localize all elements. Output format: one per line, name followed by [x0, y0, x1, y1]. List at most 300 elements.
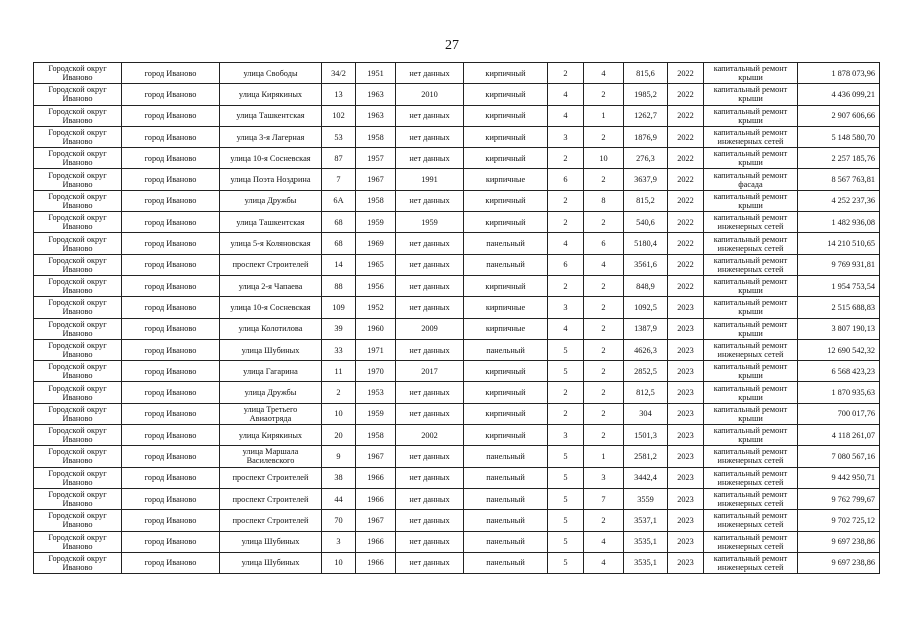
cell-work-type: капитальный ремонт инженерных сетей	[704, 488, 798, 509]
cell-wall-material: панельный	[464, 510, 548, 531]
cell-house-number: 6А	[322, 190, 356, 211]
cell-municipality: Городской округ Иваново	[34, 488, 122, 509]
cell-entrances: 4	[584, 254, 624, 275]
cell-entrances: 2	[584, 425, 624, 446]
cell-cost: 4 118 261,07	[798, 425, 880, 446]
cell-build-year: 1965	[356, 254, 396, 275]
cell-work-type: капитальный ремонт крыши	[704, 275, 798, 296]
cell-cost: 9 762 799,67	[798, 488, 880, 509]
cell-work-type: капитальный ремонт инженерных сетей	[704, 126, 798, 147]
cell-street: улица Маршала Василевского	[220, 446, 322, 467]
cell-street: улица 2-я Чапаева	[220, 275, 322, 296]
cell-house-number: 10	[322, 552, 356, 573]
cell-build-year: 1963	[356, 105, 396, 126]
cell-entrances: 4	[584, 552, 624, 573]
table-body	[34, 63, 880, 574]
cell-area: 1985,2	[624, 84, 668, 105]
table-row	[34, 403, 880, 424]
cell-entrances: 8	[584, 190, 624, 211]
cell-floors: 2	[548, 63, 584, 84]
table-row	[34, 84, 880, 105]
cell-settlement: город Иваново	[122, 169, 220, 190]
cell-floors: 4	[548, 105, 584, 126]
cell-cost: 1 870 935,63	[798, 382, 880, 403]
cell-plan-year: 2022	[668, 84, 704, 105]
cell-wall-material: кирпичные	[464, 318, 548, 339]
cell-entrances: 10	[584, 148, 624, 169]
cell-work-type: капитальный ремонт крыши	[704, 84, 798, 105]
cell-settlement: город Иваново	[122, 148, 220, 169]
cell-plan-year: 2023	[668, 510, 704, 531]
cell-work-type: капитальный ремонт крыши	[704, 190, 798, 211]
cell-cost: 9 769 931,81	[798, 254, 880, 275]
cell-plan-year: 2023	[668, 425, 704, 446]
cell-area: 2852,5	[624, 361, 668, 382]
cell-house-number: 34/2	[322, 63, 356, 84]
cell-house-number: 70	[322, 510, 356, 531]
cell-floors: 2	[548, 275, 584, 296]
cell-cost: 2 257 185,76	[798, 148, 880, 169]
cell-street: проспект Строителей	[220, 488, 322, 509]
cell-floors: 5	[548, 361, 584, 382]
cell-build-year: 1971	[356, 339, 396, 360]
cell-settlement: город Иваново	[122, 510, 220, 531]
cell-area: 1262,7	[624, 105, 668, 126]
cell-street: улица Шубиных	[220, 552, 322, 573]
cell-plan-year: 2023	[668, 339, 704, 360]
cell-floors: 3	[548, 126, 584, 147]
table-row	[34, 361, 880, 382]
cell-last-repair-year: нет данных	[396, 254, 464, 275]
cell-entrances: 2	[584, 126, 624, 147]
table-row	[34, 254, 880, 275]
cell-work-type: капитальный ремонт инженерных сетей	[704, 254, 798, 275]
cell-house-number: 38	[322, 467, 356, 488]
cell-house-number: 2	[322, 382, 356, 403]
page-number: 27	[445, 38, 459, 53]
cell-wall-material: кирпичный	[464, 84, 548, 105]
cell-floors: 4	[548, 318, 584, 339]
cell-house-number: 68	[322, 212, 356, 233]
cell-work-type: капитальный ремонт инженерных сетей	[704, 510, 798, 531]
cell-last-repair-year: нет данных	[396, 382, 464, 403]
cell-build-year: 1958	[356, 425, 396, 446]
cell-entrances: 2	[584, 212, 624, 233]
cell-municipality: Городской округ Иваново	[34, 382, 122, 403]
cell-street: улица Шубиных	[220, 531, 322, 552]
cell-house-number: 14	[322, 254, 356, 275]
cell-area: 3535,1	[624, 531, 668, 552]
cell-municipality: Городской округ Иваново	[34, 361, 122, 382]
cell-floors: 5	[548, 531, 584, 552]
cell-street: улица Ташкентская	[220, 105, 322, 126]
cell-street: улица Кирякиных	[220, 84, 322, 105]
cell-cost: 4 436 099,21	[798, 84, 880, 105]
cell-house-number: 9	[322, 446, 356, 467]
cell-last-repair-year: 2002	[396, 425, 464, 446]
cell-work-type: капитальный ремонт крыши	[704, 361, 798, 382]
cell-cost: 4 252 237,36	[798, 190, 880, 211]
cell-cost: 12 690 542,32	[798, 339, 880, 360]
cell-last-repair-year: нет данных	[396, 531, 464, 552]
cell-area: 5180,4	[624, 233, 668, 254]
cell-area: 3535,1	[624, 552, 668, 573]
cell-build-year: 1966	[356, 488, 396, 509]
cell-municipality: Городской округ Иваново	[34, 148, 122, 169]
cell-last-repair-year: 1991	[396, 169, 464, 190]
cell-floors: 5	[548, 339, 584, 360]
table-row	[34, 488, 880, 509]
cell-area: 304	[624, 403, 668, 424]
cell-cost: 2 515 688,83	[798, 297, 880, 318]
cell-last-repair-year: нет данных	[396, 148, 464, 169]
cell-last-repair-year: нет данных	[396, 467, 464, 488]
cell-street: улица Свободы	[220, 63, 322, 84]
cell-build-year: 1967	[356, 446, 396, 467]
cell-municipality: Городской округ Иваново	[34, 126, 122, 147]
cell-cost: 6 568 423,23	[798, 361, 880, 382]
cell-work-type: капитальный ремонт инженерных сетей	[704, 446, 798, 467]
cell-street: улица Третьего Авиаотряда	[220, 403, 322, 424]
cell-entrances: 7	[584, 488, 624, 509]
cell-wall-material: кирпичный	[464, 148, 548, 169]
cell-plan-year: 2022	[668, 212, 704, 233]
cell-street: улица 10-я Сосневская	[220, 297, 322, 318]
cell-plan-year: 2023	[668, 488, 704, 509]
table-row	[34, 531, 880, 552]
cell-floors: 5	[548, 552, 584, 573]
cell-floors: 4	[548, 233, 584, 254]
cell-work-type: капитальный ремонт инженерных сетей	[704, 339, 798, 360]
cell-settlement: город Иваново	[122, 361, 220, 382]
cell-work-type: капитальный ремонт фасада	[704, 169, 798, 190]
table-row	[34, 275, 880, 296]
cell-house-number: 20	[322, 425, 356, 446]
cell-last-repair-year: нет данных	[396, 275, 464, 296]
cell-settlement: город Иваново	[122, 190, 220, 211]
cell-settlement: город Иваново	[122, 233, 220, 254]
cell-area: 3637,9	[624, 169, 668, 190]
cell-area: 1876,9	[624, 126, 668, 147]
cell-wall-material: кирпичный	[464, 63, 548, 84]
cell-last-repair-year: нет данных	[396, 105, 464, 126]
cell-last-repair-year: нет данных	[396, 233, 464, 254]
cell-work-type: капитальный ремонт крыши	[704, 425, 798, 446]
cell-floors: 6	[548, 169, 584, 190]
cell-plan-year: 2022	[668, 126, 704, 147]
cell-plan-year: 2022	[668, 63, 704, 84]
table-row	[34, 552, 880, 573]
cell-house-number: 87	[322, 148, 356, 169]
cell-floors: 2	[548, 382, 584, 403]
cell-house-number: 11	[322, 361, 356, 382]
cell-floors: 2	[548, 148, 584, 169]
cell-settlement: город Иваново	[122, 382, 220, 403]
cell-floors: 5	[548, 488, 584, 509]
table-row	[34, 318, 880, 339]
cell-street: улица Кирякиных	[220, 425, 322, 446]
cell-settlement: город Иваново	[122, 403, 220, 424]
cell-wall-material: панельный	[464, 233, 548, 254]
cell-build-year: 1970	[356, 361, 396, 382]
cell-entrances: 4	[584, 63, 624, 84]
cell-street: улица Шубиных	[220, 339, 322, 360]
cell-area: 276,3	[624, 148, 668, 169]
cell-area: 815,6	[624, 63, 668, 84]
cell-plan-year: 2023	[668, 403, 704, 424]
cell-last-repair-year: 1959	[396, 212, 464, 233]
cell-entrances: 1	[584, 105, 624, 126]
cell-floors: 3	[548, 297, 584, 318]
cell-area: 812,5	[624, 382, 668, 403]
cell-plan-year: 2023	[668, 552, 704, 573]
cell-work-type: капитальный ремонт инженерных сетей	[704, 467, 798, 488]
cell-wall-material: панельный	[464, 254, 548, 275]
cell-cost: 1 482 936,08	[798, 212, 880, 233]
cell-settlement: город Иваново	[122, 318, 220, 339]
cell-municipality: Городской округ Иваново	[34, 233, 122, 254]
table-row	[34, 212, 880, 233]
cell-plan-year: 2022	[668, 233, 704, 254]
cell-entrances: 6	[584, 233, 624, 254]
cell-build-year: 1967	[356, 510, 396, 531]
cell-plan-year: 2022	[668, 148, 704, 169]
cell-work-type: капитальный ремонт крыши	[704, 403, 798, 424]
cell-wall-material: кирпичный	[464, 382, 548, 403]
cell-settlement: город Иваново	[122, 254, 220, 275]
cell-last-repair-year: нет данных	[396, 63, 464, 84]
cell-build-year: 1969	[356, 233, 396, 254]
cell-street: проспект Строителей	[220, 254, 322, 275]
cell-floors: 4	[548, 84, 584, 105]
cell-municipality: Городской округ Иваново	[34, 467, 122, 488]
cell-entrances: 4	[584, 531, 624, 552]
cell-wall-material: кирпичные	[464, 297, 548, 318]
cell-entrances: 2	[584, 318, 624, 339]
cell-build-year: 1958	[356, 190, 396, 211]
cell-entrances: 2	[584, 510, 624, 531]
cell-last-repair-year: нет данных	[396, 126, 464, 147]
cell-area: 540,6	[624, 212, 668, 233]
cell-municipality: Городской округ Иваново	[34, 403, 122, 424]
table-row	[34, 126, 880, 147]
cell-entrances: 2	[584, 361, 624, 382]
cell-build-year: 1959	[356, 212, 396, 233]
cell-settlement: город Иваново	[122, 339, 220, 360]
cell-work-type: капитальный ремонт крыши	[704, 148, 798, 169]
cell-wall-material: кирпичный	[464, 212, 548, 233]
cell-municipality: Городской округ Иваново	[34, 63, 122, 84]
cell-build-year: 1956	[356, 275, 396, 296]
cell-cost: 9 702 725,12	[798, 510, 880, 531]
cell-settlement: город Иваново	[122, 126, 220, 147]
cell-area: 815,2	[624, 190, 668, 211]
cell-cost: 3 807 190,13	[798, 318, 880, 339]
cell-cost: 700 017,76	[798, 403, 880, 424]
cell-area: 2581,2	[624, 446, 668, 467]
cell-street: проспект Строителей	[220, 467, 322, 488]
table-row	[34, 425, 880, 446]
cell-street: проспект Строителей	[220, 510, 322, 531]
cell-floors: 5	[548, 467, 584, 488]
cell-settlement: город Иваново	[122, 63, 220, 84]
cell-build-year: 1967	[356, 169, 396, 190]
cell-area: 1387,9	[624, 318, 668, 339]
cell-area: 3537,1	[624, 510, 668, 531]
cell-house-number: 10	[322, 403, 356, 424]
table-row	[34, 169, 880, 190]
cell-wall-material: панельный	[464, 531, 548, 552]
cell-municipality: Городской округ Иваново	[34, 297, 122, 318]
cell-settlement: город Иваново	[122, 446, 220, 467]
cell-plan-year: 2022	[668, 169, 704, 190]
cell-wall-material: кирпичный	[464, 105, 548, 126]
cell-area: 1092,5	[624, 297, 668, 318]
table-row	[34, 339, 880, 360]
cell-municipality: Городской округ Иваново	[34, 105, 122, 126]
cell-last-repair-year: нет данных	[396, 488, 464, 509]
cell-plan-year: 2022	[668, 254, 704, 275]
cell-plan-year: 2022	[668, 275, 704, 296]
cell-wall-material: панельный	[464, 446, 548, 467]
cell-area: 848,9	[624, 275, 668, 296]
cell-wall-material: кирпичный	[464, 403, 548, 424]
cell-last-repair-year: 2009	[396, 318, 464, 339]
cell-street: улица Дружбы	[220, 190, 322, 211]
cell-plan-year: 2023	[668, 467, 704, 488]
table-row	[34, 148, 880, 169]
cell-municipality: Городской округ Иваново	[34, 531, 122, 552]
cell-work-type: капитальный ремонт инженерных сетей	[704, 233, 798, 254]
cell-house-number: 7	[322, 169, 356, 190]
cell-entrances: 2	[584, 169, 624, 190]
cell-settlement: город Иваново	[122, 297, 220, 318]
table-row	[34, 446, 880, 467]
cell-cost: 9 442 950,71	[798, 467, 880, 488]
cell-municipality: Городской округ Иваново	[34, 190, 122, 211]
cell-municipality: Городской округ Иваново	[34, 84, 122, 105]
cell-entrances: 2	[584, 84, 624, 105]
cell-last-repair-year: нет данных	[396, 190, 464, 211]
cell-wall-material: панельный	[464, 552, 548, 573]
cell-wall-material: кирпичный	[464, 425, 548, 446]
cell-last-repair-year: нет данных	[396, 339, 464, 360]
cell-wall-material: кирпичные	[464, 169, 548, 190]
cell-floors: 2	[548, 212, 584, 233]
cell-house-number: 13	[322, 84, 356, 105]
cell-last-repair-year: нет данных	[396, 510, 464, 531]
cell-settlement: город Иваново	[122, 105, 220, 126]
cell-entrances: 1	[584, 446, 624, 467]
cell-municipality: Городской округ Иваново	[34, 318, 122, 339]
cell-work-type: капитальный ремонт крыши	[704, 382, 798, 403]
cell-work-type: капитальный ремонт крыши	[704, 63, 798, 84]
cell-municipality: Городской округ Иваново	[34, 275, 122, 296]
table-row	[34, 297, 880, 318]
cell-municipality: Городской округ Иваново	[34, 339, 122, 360]
cell-last-repair-year: нет данных	[396, 552, 464, 573]
cell-last-repair-year: нет данных	[396, 297, 464, 318]
cell-municipality: Городской округ Иваново	[34, 169, 122, 190]
table-row	[34, 190, 880, 211]
cell-build-year: 1960	[356, 318, 396, 339]
cell-house-number: 44	[322, 488, 356, 509]
cell-entrances: 2	[584, 297, 624, 318]
cell-house-number: 53	[322, 126, 356, 147]
cell-house-number: 109	[322, 297, 356, 318]
cell-entrances: 2	[584, 275, 624, 296]
cell-floors: 3	[548, 425, 584, 446]
cell-area: 4626,3	[624, 339, 668, 360]
cell-street: улица Колотилова	[220, 318, 322, 339]
table-row	[34, 105, 880, 126]
cell-house-number: 88	[322, 275, 356, 296]
cell-wall-material: панельный	[464, 488, 548, 509]
cell-plan-year: 2022	[668, 105, 704, 126]
cell-cost: 1 878 073,96	[798, 63, 880, 84]
cell-work-type: капитальный ремонт инженерных сетей	[704, 212, 798, 233]
cell-settlement: город Иваново	[122, 552, 220, 573]
cell-work-type: капитальный ремонт инженерных сетей	[704, 552, 798, 573]
cell-work-type: капитальный ремонт крыши	[704, 105, 798, 126]
cell-municipality: Городской округ Иваново	[34, 212, 122, 233]
cell-plan-year: 2023	[668, 297, 704, 318]
cell-wall-material: кирпичный	[464, 361, 548, 382]
cell-area: 1501,3	[624, 425, 668, 446]
cell-cost: 8 567 763,81	[798, 169, 880, 190]
cell-floors: 6	[548, 254, 584, 275]
cell-entrances: 2	[584, 382, 624, 403]
cell-build-year: 1966	[356, 552, 396, 573]
cell-cost: 14 210 510,65	[798, 233, 880, 254]
cell-street: улица Дружбы	[220, 382, 322, 403]
cell-build-year: 1953	[356, 382, 396, 403]
cell-wall-material: кирпичный	[464, 190, 548, 211]
cell-build-year: 1958	[356, 126, 396, 147]
cell-last-repair-year: 2010	[396, 84, 464, 105]
housing-registry-table	[33, 62, 880, 574]
cell-wall-material: кирпичный	[464, 275, 548, 296]
cell-cost: 2 907 606,66	[798, 105, 880, 126]
cell-build-year: 1952	[356, 297, 396, 318]
cell-street: улица Поэта Ноздрина	[220, 169, 322, 190]
cell-settlement: город Иваново	[122, 488, 220, 509]
cell-settlement: город Иваново	[122, 467, 220, 488]
cell-floors: 5	[548, 446, 584, 467]
cell-wall-material: панельный	[464, 339, 548, 360]
cell-cost: 7 080 567,16	[798, 446, 880, 467]
cell-settlement: город Иваново	[122, 425, 220, 446]
cell-floors: 2	[548, 190, 584, 211]
cell-floors: 5	[548, 510, 584, 531]
table-row	[34, 510, 880, 531]
cell-area: 3561,6	[624, 254, 668, 275]
cell-wall-material: панельный	[464, 467, 548, 488]
cell-municipality: Городской округ Иваново	[34, 425, 122, 446]
cell-cost: 9 697 238,86	[798, 552, 880, 573]
cell-wall-material: кирпичный	[464, 126, 548, 147]
cell-plan-year: 2022	[668, 190, 704, 211]
cell-entrances: 2	[584, 403, 624, 424]
cell-cost: 9 697 238,86	[798, 531, 880, 552]
cell-house-number: 3	[322, 531, 356, 552]
cell-street: улица 3-я Лагерная	[220, 126, 322, 147]
cell-last-repair-year: нет данных	[396, 446, 464, 467]
cell-street: улица Ташкентская	[220, 212, 322, 233]
cell-settlement: город Иваново	[122, 531, 220, 552]
cell-build-year: 1951	[356, 63, 396, 84]
cell-house-number: 33	[322, 339, 356, 360]
